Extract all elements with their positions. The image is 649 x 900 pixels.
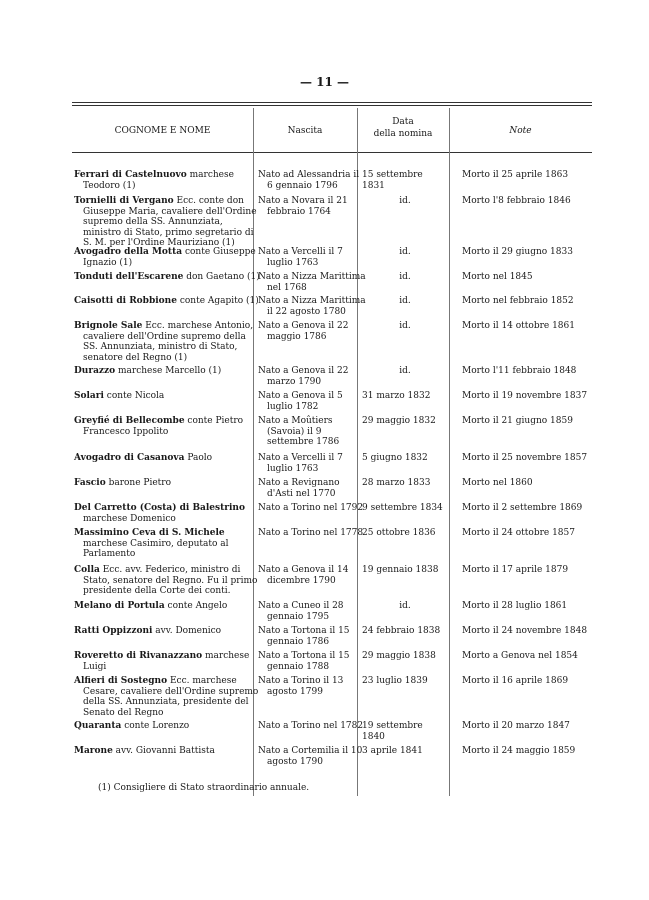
name-cell bbox=[74, 478, 261, 489]
birth-cell: Nato a Moûtiers (Savoia) il 9 settembre 1786 bbox=[258, 416, 340, 448]
name-cell bbox=[74, 391, 261, 402]
surname: Ferrari di Castelnuovo bbox=[74, 170, 187, 180]
notes-cell: Morto il 24 ottobre 1857 bbox=[462, 528, 575, 538]
nomination-date-cell: id. bbox=[399, 296, 411, 306]
surname: Alfieri di Sostegno bbox=[74, 676, 168, 686]
birth-cell: Nato a Vercelli il 7 luglio 1763 bbox=[258, 247, 343, 268]
birth-cell: Nato a Nizza Marittima il 22 agosto 1780 bbox=[258, 296, 366, 317]
name-cell bbox=[74, 528, 261, 560]
surname: Brignole Sale bbox=[74, 321, 143, 331]
nomination-date-cell: 29 maggio 1838 bbox=[362, 651, 436, 661]
name-details: conte Agapito (1) bbox=[176, 296, 259, 306]
surname: Greyfié di Bellecombe bbox=[74, 416, 185, 426]
nomination-date-cell: 3 aprile 1841 bbox=[362, 746, 423, 756]
birth-cell: Nato a Tortona il 15 gennaio 1788 bbox=[258, 651, 350, 672]
notes-cell: Morto il 19 novembre 1837 bbox=[462, 391, 588, 401]
surname: Colla bbox=[74, 565, 100, 575]
surname: Tonduti dell'Escarene bbox=[74, 272, 184, 282]
surname: Caisotti di Robbione bbox=[74, 296, 177, 306]
birth-cell: Nato a Torino nel 1792 bbox=[258, 503, 364, 513]
notes-cell: Morto l'11 febbraio 1848 bbox=[462, 366, 577, 376]
nomination-date-cell: id. bbox=[399, 601, 411, 611]
birth-cell: Nato a Genova il 22 marzo 1790 bbox=[258, 366, 349, 387]
nomination-date-cell: id. bbox=[399, 321, 411, 331]
notes-cell: Morto il 21 giugno 1859 bbox=[462, 416, 573, 426]
name-cell bbox=[74, 676, 261, 718]
nomination-date-cell: id. bbox=[399, 196, 411, 206]
name-cell bbox=[74, 503, 261, 524]
name-details: conte Lorenzo bbox=[121, 721, 190, 731]
name-details: avv. Giovanni Battista bbox=[112, 746, 215, 756]
name-cell bbox=[74, 366, 261, 377]
nomination-date-cell: 24 febbraio 1838 bbox=[362, 626, 441, 636]
surname: Massimino Ceva di S. Michele bbox=[74, 528, 225, 538]
nomination-date-cell: 19 settembre 1840 bbox=[362, 721, 423, 742]
notes-cell: Morto il 24 novembre 1848 bbox=[462, 626, 588, 636]
surname: Avogadro di Casanova bbox=[74, 453, 185, 463]
name-details: Ecc. marchese Cesare, cavaliere dell'Ordine supremo della SS. Annunziata, presidente del Senato del Regno bbox=[83, 676, 259, 718]
nomination-date-cell: 31 marzo 1832 bbox=[362, 391, 431, 401]
notes-cell: Morto l'8 febbraio 1846 bbox=[462, 196, 571, 206]
name-cell bbox=[74, 453, 261, 464]
surname: Tornielli di Vergano bbox=[74, 196, 174, 206]
surname: Durazzo bbox=[74, 366, 116, 376]
nomination-date-cell: 25 ottobre 1836 bbox=[362, 528, 436, 538]
name-cell bbox=[74, 601, 261, 612]
notes-cell: Morto il 25 aprile 1863 bbox=[462, 170, 569, 180]
surname: Del Carretto (Costa) di Balestrino bbox=[74, 503, 245, 513]
name-details: marchese Teodoro (1) bbox=[83, 170, 234, 191]
notes-cell: Morto il 25 novembre 1857 bbox=[462, 453, 588, 463]
notes-cell: Morto nel 1860 bbox=[462, 478, 533, 488]
name-details: Ecc. marchese Antonio, cavaliere dell'Ordine supremo della SS. Annunziata, ministro di Stato, senatore del Regno (1) bbox=[83, 321, 254, 363]
birth-cell: Nato a Genova il 14 dicembre 1790 bbox=[258, 565, 349, 586]
name-details: Ecc. avv. Federico, ministro di Stato, senatore del Regno. Fu il primo presidente della Corte dei conti. bbox=[83, 565, 258, 597]
birth-cell: Nato a Cuneo il 28 gennaio 1795 bbox=[258, 601, 344, 622]
birth-cell: Nato a Tortona il 15 gennaio 1786 bbox=[258, 626, 350, 647]
surname: Solari bbox=[74, 391, 104, 401]
name-details: Ecc. conte don Giuseppe Maria, cavaliere dell'Ordine supremo della SS. Annunziata, ministro di Stato, primo segretario di S. M. per l'Ordine Mauriziano (1) bbox=[83, 196, 257, 249]
notes-cell: Morto il 2 settembre 1869 bbox=[462, 503, 583, 513]
header-notes: Note bbox=[509, 126, 532, 136]
name-cell bbox=[74, 626, 261, 637]
nomination-date-cell: 15 settembre 1831 bbox=[362, 170, 423, 191]
birth-cell: Nato a Torino nel 1782 bbox=[258, 721, 364, 731]
notes-cell: Morto il 17 aprile 1879 bbox=[462, 565, 569, 575]
name-details: conte Pietro Francesco Ippolito bbox=[83, 416, 244, 437]
footnote: (1) Consigliere di Stato straordinario annuale. bbox=[98, 783, 310, 793]
header-rule bbox=[72, 152, 592, 153]
page-number: — 11 — bbox=[299, 75, 350, 89]
surname: Quaranta bbox=[74, 721, 122, 731]
nomination-date-cell: id. bbox=[399, 272, 411, 282]
surname: Roveretto di Rivanazzano bbox=[74, 651, 203, 661]
name-details: conte Angelo bbox=[164, 601, 228, 611]
birth-cell: Nato a Genova il 5 luglio 1782 bbox=[258, 391, 343, 412]
name-cell bbox=[74, 196, 261, 249]
header-birth: Nascita bbox=[287, 126, 323, 136]
header-name: COGNOME E NOME bbox=[114, 126, 211, 136]
name-details: Paolo bbox=[184, 453, 213, 463]
notes-cell: Morto il 29 giugno 1833 bbox=[462, 247, 573, 257]
surname: Ratti Oppizzoni bbox=[74, 626, 153, 636]
name-cell bbox=[74, 565, 261, 597]
surname: Marone bbox=[74, 746, 113, 756]
notes-cell: Morto nel febbraio 1852 bbox=[462, 296, 574, 306]
nomination-date-cell: 28 marzo 1833 bbox=[362, 478, 431, 488]
name-details: marchese Domenico bbox=[83, 513, 176, 524]
notes-cell: Morto a Genova nel 1854 bbox=[462, 651, 578, 661]
notes-cell: Morto il 14 ottobre 1861 bbox=[462, 321, 575, 331]
name-cell bbox=[74, 746, 261, 757]
nomination-date-cell: id. bbox=[399, 247, 411, 257]
birth-cell: Nato a Torino nel 1778 bbox=[258, 528, 364, 538]
birth-cell: Nato a Vercelli il 7 luglio 1763 bbox=[258, 453, 343, 474]
surname: Melano di Portula bbox=[74, 601, 165, 611]
name-cell bbox=[74, 721, 261, 732]
name-cell bbox=[74, 296, 261, 307]
header-date: Data della nomina bbox=[373, 117, 433, 139]
name-cell bbox=[74, 416, 261, 437]
birth-cell: Nato a Genova il 22 maggio 1786 bbox=[258, 321, 349, 342]
name-details: avv. Domenico bbox=[152, 626, 222, 636]
name-details: marchese Casimiro, deputato al Parlamento bbox=[83, 538, 229, 560]
top-rule bbox=[72, 102, 592, 103]
nomination-date-cell: 23 luglio 1839 bbox=[362, 676, 428, 686]
name-details: barone Pietro bbox=[105, 478, 171, 488]
birth-cell: Nato a Nizza Marittima nel 1768 bbox=[258, 272, 366, 293]
surname: Avogadro della Motta bbox=[74, 247, 183, 257]
birth-cell: Nato a Cortemilia il 10 agosto 1790 bbox=[258, 746, 363, 767]
birth-cell: Nato a Revignano d'Asti nel 1770 bbox=[258, 478, 340, 499]
birth-cell: Nato a Novara il 21 febbraio 1764 bbox=[258, 196, 348, 217]
birth-cell: Nato ad Alessandria il 6 gennaio 1796 bbox=[258, 170, 360, 191]
name-cell bbox=[74, 651, 261, 672]
name-details: don Gaetano (1) bbox=[183, 272, 260, 282]
name-cell bbox=[74, 321, 261, 363]
name-details: conte Giuseppe Ignazio (1) bbox=[83, 247, 256, 268]
nomination-date-cell: 19 gennaio 1838 bbox=[362, 565, 439, 575]
nomination-date-cell: 29 maggio 1832 bbox=[362, 416, 436, 426]
name-cell bbox=[74, 272, 261, 283]
notes-cell: Morto il 20 marzo 1847 bbox=[462, 721, 570, 731]
nomination-date-cell: id. bbox=[399, 366, 411, 376]
name-details: marchese Luigi bbox=[83, 651, 250, 672]
name-details: marchese Marcello (1) bbox=[115, 366, 222, 376]
notes-cell: Morto il 28 luglio 1861 bbox=[462, 601, 568, 611]
notes-cell: Morto nel 1845 bbox=[462, 272, 533, 282]
column-divider bbox=[449, 108, 450, 796]
top-rule-2 bbox=[72, 105, 592, 106]
name-details: conte Nicola bbox=[103, 391, 165, 401]
nomination-date-cell: 5 giugno 1832 bbox=[362, 453, 428, 463]
name-cell bbox=[74, 247, 261, 268]
nomination-date-cell: 9 settembre 1834 bbox=[362, 503, 443, 513]
birth-cell: Nato a Torino il 13 agosto 1799 bbox=[258, 676, 344, 697]
notes-cell: Morto il 24 maggio 1859 bbox=[462, 746, 576, 756]
surname: Fascio bbox=[74, 478, 106, 488]
name-cell bbox=[74, 170, 261, 191]
notes-cell: Morto il 16 aprile 1869 bbox=[462, 676, 569, 686]
